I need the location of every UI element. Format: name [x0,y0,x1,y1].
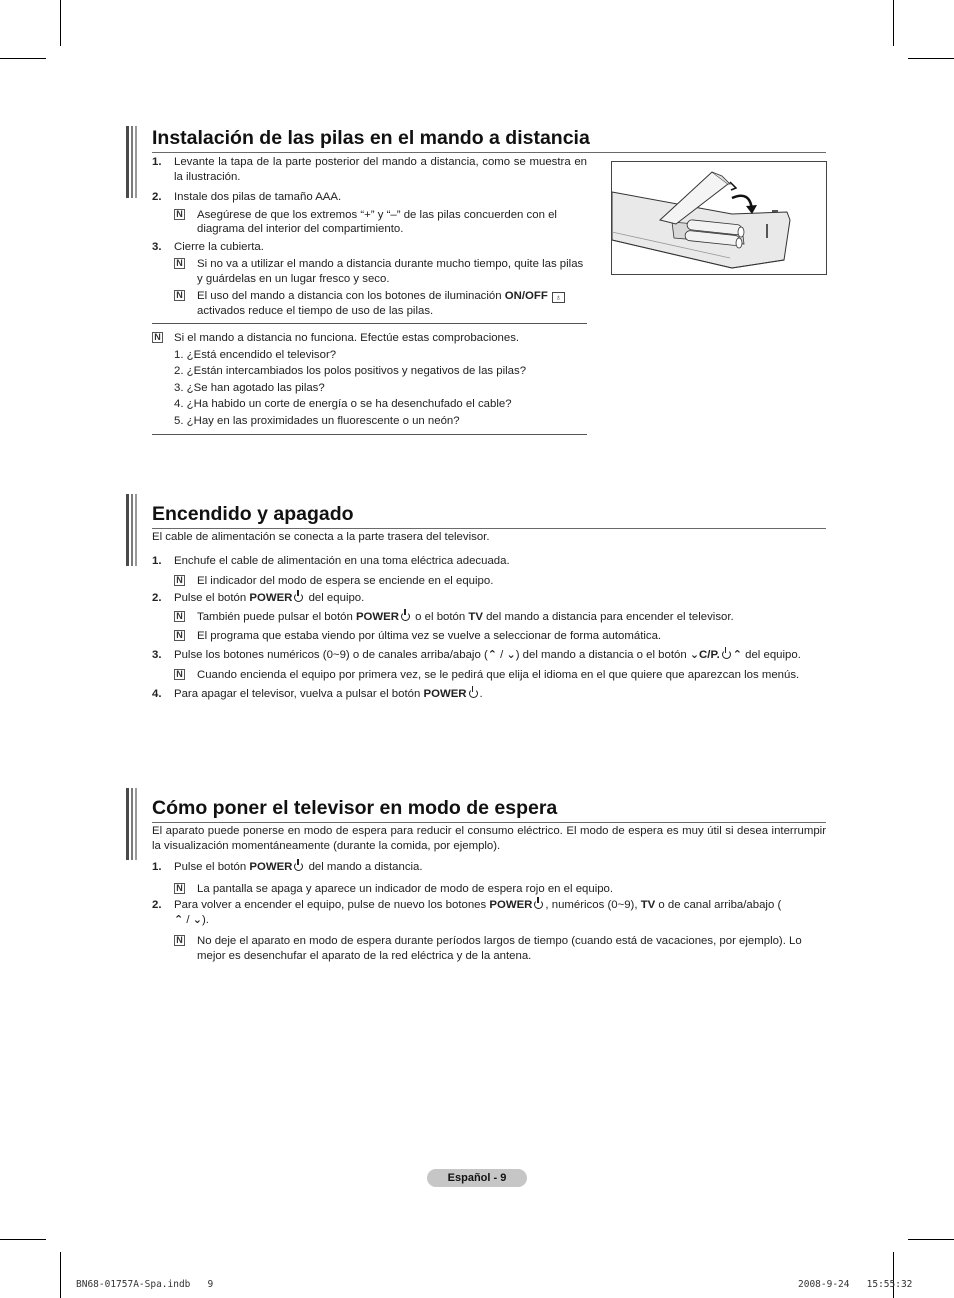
crop-mark [0,58,46,59]
note-icon: N [174,935,185,946]
section-marker [126,788,138,860]
list-item: 4. ¿Ha habido un corte de energía o se ha desenchufado el cable? [174,398,512,410]
crop-mark [60,0,61,46]
note: N El uso del mando a distancia con los botones de iluminación ON/OFF ♁ activados reduce el tiempo de uso de las pilas. [174,289,587,318]
power-icon [401,612,410,621]
list-item: 2. ¿Están intercambiados los polos positivos y negativos de las pilas? [174,365,527,377]
crop-mark [893,1252,894,1298]
note-icon: N [174,611,185,622]
list-item: 1. ¿Está encendido el televisor? [174,348,337,361]
intro-text: El cable de alimentación se conecta a la parte trasera del televisor. [152,531,490,543]
note: N Si no va a utilizar el mando a distancia durante mucho tiempo, quite las pilas y guárdelas en un lugar fresco y seco. [174,257,587,286]
step: 3. Cierre la cubierta. [152,240,264,253]
power-icon [534,900,543,909]
intro-text: El aparato puede ponerse en modo de espera para reducir el consumo eléctrico. El modo de espera es muy útil si desea interrumpir la visualización momentáneamente (durante la comida, por ejemplo). [152,825,826,852]
note-icon: N [152,332,163,343]
page-number-badge: Español - 9 [427,1169,527,1187]
step: 2. Pulse el botón POWER del equipo. [152,591,365,604]
standby-steps [152,824,826,963]
remote-control-image [612,162,826,274]
note: N Si el mando a distancia no funciona. Efectúe estas comprobaciones. [152,331,587,346]
chevron-down-icon: ⌄ [506,649,516,661]
note: N El programa que estaba viendo por última vez se vuelve a seleccionar de forma automática. [174,629,826,644]
note: N Cuando encienda el equipo por primera vez, se le pedirá que elija el idioma en el que quiere que aparezcan los menús. [174,668,826,683]
step: 2. Instale dos pilas de tamaño AAA. [152,191,342,203]
power-icon [469,689,478,698]
note: N No deje el aparato en modo de espera durante períodos largos de tiempo (cuando está de vacaciones, por ejemplo). Lo mejor es desenchufar el aparato de la red eléctrica y de la antena. [174,934,826,963]
troubleshooting-box [152,323,587,435]
print-slug-left: BN68-01757A-Spa.indb 9 [76,1279,214,1290]
remote-battery-illustration [611,161,827,275]
chevron-up-icon: ⌃ [487,649,497,661]
step: 3. Pulse los botones numéricos (0~9) o de canales arriba/abajo (⌃ / ⌄) del mando a distancia o el botón ⌄C/P. ⌃ del equipo. [152,649,801,661]
section-title: Cómo poner el televisor en modo de espera [152,796,826,823]
crop-mark [60,1252,61,1298]
chevron-down-icon: ⌄ [192,913,202,926]
note-icon: N [174,669,185,680]
power-icon [294,593,303,602]
step: 1. Enchufe el cable de alimentación en una toma eléctrica adecuada. [152,554,510,567]
power-icon [722,650,731,659]
list-item: 3. ¿Se han agotado las pilas? [174,381,325,394]
crop-mark [908,58,954,59]
section-standby-mode [126,788,826,988]
crop-mark [893,0,894,46]
crop-mark [908,1239,954,1240]
section-power-on-off [126,494,826,734]
section-title: Instalación de las pilas en el mando a distancia [152,126,826,153]
section-marker [126,494,138,566]
list-item: 5. ¿Hay en las proximidades un fluorescente o un neón? [174,414,460,427]
light-bulb-icon: ♁ [552,292,565,303]
step: 1. Pulse el botón POWER del mando a distancia. [152,861,423,873]
note: N La pantalla se apaga y aparece un indicador de modo de espera rojo en el equipo. [174,882,826,897]
step: 2. Para volver a encender el equipo, pulse de nuevo los botones POWER , numéricos (0~9), TV o de canal arriba/abajo ( ⌃ / ⌄). [152,899,782,926]
crop-mark [0,1239,46,1240]
chevron-up-icon: ⌃ [174,913,184,926]
note: N Asegúrese de que los extremos “+” y “–” de las pilas concuerden con el diagrama del interior del compartimiento. [174,208,587,237]
note-icon: N [174,209,185,220]
note-icon: N [174,290,185,301]
power-icon [294,862,303,871]
chevron-up-icon: ⌃ [732,649,742,661]
battery-steps [152,155,587,318]
print-slug-right: 2008-9-24 15:55:32 [798,1279,913,1290]
step: 4. Para apagar el televisor, vuelva a pulsar el botón POWER . [152,688,483,700]
power-steps [152,530,826,702]
note-icon: N [174,883,185,894]
section-marker [126,126,138,198]
step: 1. Levante la tapa de la parte posterior del mando a distancia, como se muestra en la ilustración. [152,156,587,183]
note: N El indicador del modo de espera se enciende en el equipo. [174,574,826,589]
note-icon: N [174,258,185,269]
note: N También puede pulsar el botón POWER o el botón TV del mando a distancia para encender el televisor. [174,610,826,625]
section-title: Encendido y apagado [152,502,826,529]
note-icon: N [174,630,185,641]
note-icon: N [174,575,185,586]
chevron-down-icon: ⌄ [689,649,700,661]
